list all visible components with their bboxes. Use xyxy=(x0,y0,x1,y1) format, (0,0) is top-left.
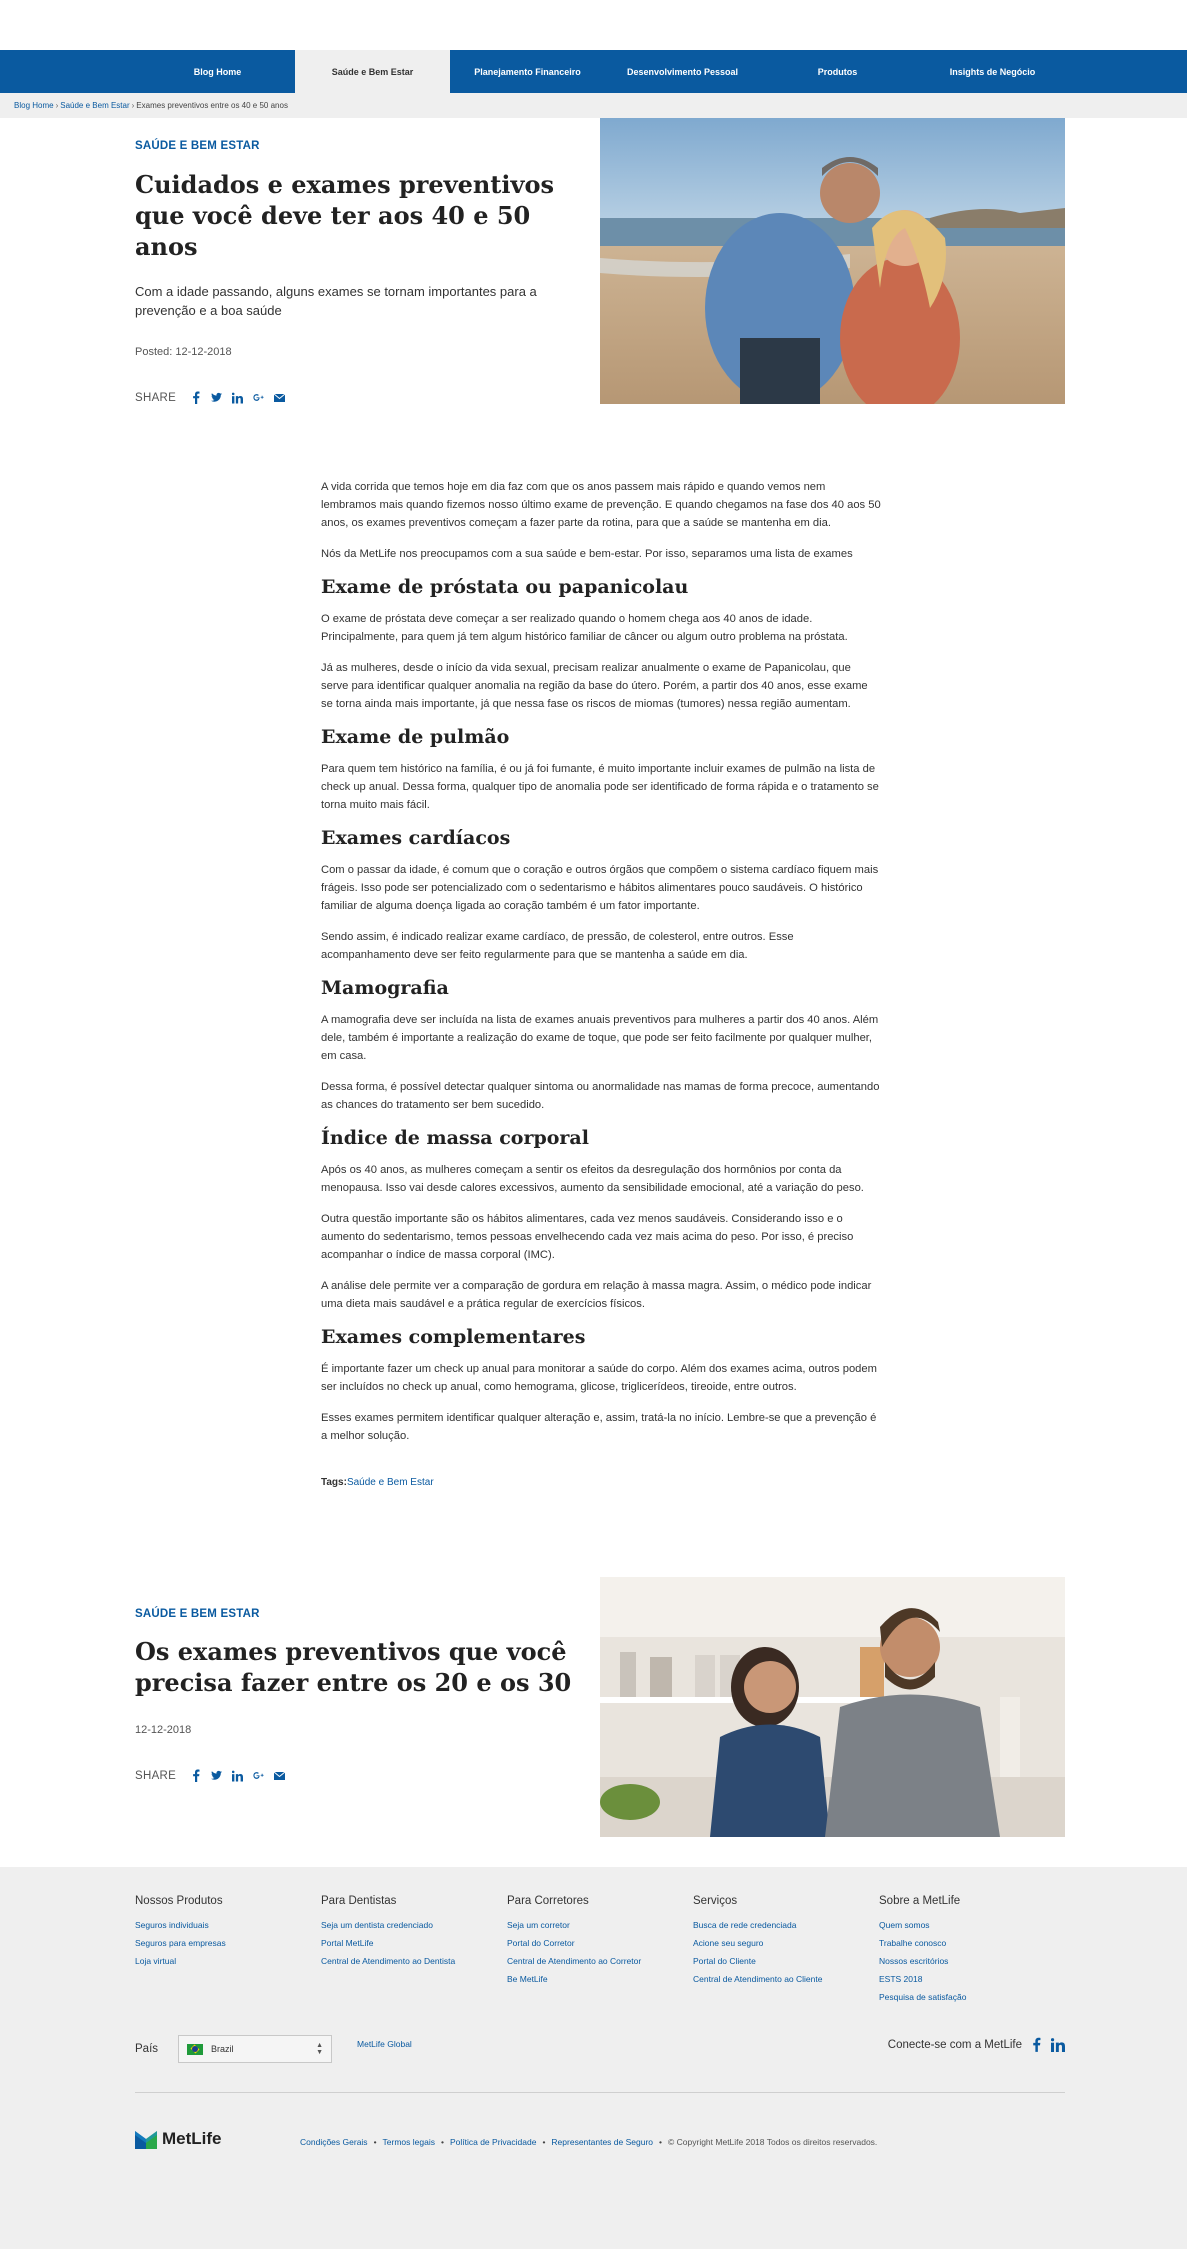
metlife-logo-icon xyxy=(135,2129,157,2149)
nav-insights-negocio[interactable]: Insights de Negócio xyxy=(949,66,1036,77)
article-paragraph: O exame de próstata deve começar a ser realizado quando o homem chega aos 40 anos de idade. Principalmente, para quem já tem algum histórico familiar de câncer ou algum outro problema na próstata. xyxy=(321,613,848,643)
hero-subtitle: Com a idade passando, alguns exames se tornam importantes para a prevenção e a boa saúde xyxy=(135,284,537,318)
country-select[interactable] xyxy=(178,2035,332,2063)
breadcrumb xyxy=(0,93,1187,118)
linkedin-icon[interactable] xyxy=(232,1769,243,1782)
related-category: SAÚDE E BEM ESTAR xyxy=(135,1608,260,1620)
footer-link[interactable]: Portal MetLife xyxy=(321,1938,374,1948)
nav-desenvolvimento-pessoal[interactable]: Desenvolvimento Pessoal xyxy=(626,66,739,77)
footer-column xyxy=(693,1895,879,2006)
footer-link[interactable]: Trabalhe conosco xyxy=(879,1938,947,1948)
footer-link[interactable]: Portal do Corretor xyxy=(507,1938,575,1948)
footer-link[interactable]: Central de Atendimento ao Cliente xyxy=(693,1974,823,1984)
article-paragraph: Já as mulheres, desde o início da vida sexual, precisam realizar anualmente o exame de Papanicolau, que serve para identificar qualquer anomalia na região da base do útero. Porém, a partir dos 40 anos, esse exame se torna ainda mais importante, já que nessa fase os riscos de miomas (tumores) nessa região aumentam. xyxy=(321,662,868,710)
nav-produtos[interactable]: Produtos xyxy=(817,66,858,77)
select-arrows-icon: ▲ ▼ xyxy=(316,2042,324,2056)
article-paragraph: A vida corrida que temos hoje em dia faz com que os anos passem mais rápido e quando vemos nem lembramos mais quando fizemos nosso último exame de prevenção. E quando chegamos na fase dos 40 aos 50 anos, os exames preventivos começam a fazer parte da rotina, para que a saúde se mantenha em dia. xyxy=(321,481,881,529)
related-image[interactable] xyxy=(600,1577,1065,1837)
legal-links xyxy=(300,2137,877,2147)
social-connect xyxy=(888,2037,1065,2052)
footer-link[interactable]: Acione seu seguro xyxy=(693,1938,764,1948)
related-title[interactable]: Os exames preventivos que você precisa fazer entre os 20 e os 30 xyxy=(135,1637,572,1697)
google-plus-icon[interactable] xyxy=(253,391,264,404)
article-hero xyxy=(0,118,1187,448)
google-plus-icon[interactable] xyxy=(253,1769,264,1782)
connect-label: Conecte-se com a MetLife xyxy=(887,2038,1022,2051)
footer-link[interactable]: Nossos escritórios xyxy=(879,1956,949,1966)
posted-date: Posted: 12-12-2018 xyxy=(135,346,232,358)
section-heading: Mamografia xyxy=(321,977,449,999)
nav-planejamento-financeiro[interactable]: Planejamento Financeiro xyxy=(474,66,581,77)
tags-row xyxy=(321,1477,881,1488)
section-heading: Exame de pulmão xyxy=(321,726,510,748)
section-heading: Índice de massa corporal xyxy=(321,1127,589,1149)
country-label: País xyxy=(135,2043,159,2055)
legal-separator: • xyxy=(542,2137,546,2147)
breadcrumb-separator: › xyxy=(55,101,59,110)
footer-link[interactable]: Seja um corretor xyxy=(507,1920,570,1930)
top-spacer xyxy=(0,0,1187,50)
footer-column-heading: Para Corretores xyxy=(507,1895,589,1907)
footer-link[interactable]: Loja virtual xyxy=(135,1956,177,1966)
footer-column xyxy=(321,1895,507,2006)
related-article xyxy=(0,1577,1187,1842)
legal-link-privacidade[interactable]: Política de Privacidade xyxy=(449,2137,537,2147)
page-title: Cuidados e exames preventivos que você deve ter aos 40 e 50 anos xyxy=(135,170,554,261)
article-paragraph: Outra questão importante são os hábitos alimentares, cada vez menos saudáveis. Considerando isso e o aumento do sedentarismo, temos pessoas envelhecendo cada vez mais acima do peso. Por isso, é preciso acompanhar o índice de massa corporal (IMC). xyxy=(321,1213,854,1261)
hero-image xyxy=(600,118,1065,404)
facebook-icon[interactable] xyxy=(190,391,201,404)
hero-category: SAÚDE E BEM ESTAR xyxy=(135,140,260,152)
legal-link-termos[interactable]: Termos legais xyxy=(382,2137,435,2147)
section-heading: Exames cardíacos xyxy=(321,827,511,849)
article-paragraph: A análise dele permite ver a comparação de gordura em relação à massa magra. Assim, o médico pode indicar uma dieta mais saudável e a prática regular de exercícios físicos. xyxy=(321,1280,872,1310)
linkedin-icon[interactable] xyxy=(232,391,243,404)
legal-separator: • xyxy=(659,2137,663,2147)
legal-separator: • xyxy=(440,2137,444,2147)
main-nav xyxy=(0,50,1187,93)
legal-separator: • xyxy=(373,2137,377,2147)
tag-link[interactable]: Saúde e Bem Estar xyxy=(346,1477,434,1488)
article-paragraph: A mamografia deve ser incluída na lista de exames anuais preventivos para mulheres a partir dos 40 anos. Além dele, também é importante a realização do exame de toque, que pode ser feito facilmente por qualquer mulher, em casa. xyxy=(321,1014,879,1062)
breadcrumb-separator: › xyxy=(131,101,135,110)
twitter-icon[interactable] xyxy=(211,391,222,404)
footer-link[interactable]: Seguros individuais xyxy=(135,1920,209,1930)
breadcrumb-home[interactable]: Blog Home xyxy=(14,101,54,110)
article-paragraph: É importante fazer um check up anual para monitorar a saúde do corpo. Além dos exames acima, outros podem ser incluídos no check up anual, como hemograma, glicose, triglicerídeos, tireoide, entre outros. xyxy=(321,1363,877,1393)
site-footer xyxy=(0,1867,1187,2249)
related-date: 12-12-2018 xyxy=(135,1724,192,1736)
footer-columns xyxy=(135,1895,1065,2006)
country-value: Brazil xyxy=(211,2044,234,2054)
footer-column xyxy=(507,1895,693,2006)
footer-link[interactable]: Central de Atendimento ao Dentista xyxy=(321,1956,456,1966)
footer-divider xyxy=(135,2092,1065,2093)
nav-blog-home[interactable]: Blog Home xyxy=(193,66,242,77)
article-paragraph: Com o passar da idade, é comum que o coração e outros órgãos que compõem o sistema cardíaco fiquem mais frágeis. Isso pode ser potencializado com o sedentarismo e hábitos alimentares pouco saudáveis. O histórico familiar de alguma doença ligada ao coração também é um fator importante. xyxy=(321,864,879,912)
footer-link[interactable]: ESTS 2018 xyxy=(879,1974,923,1984)
legal-link-condicoes[interactable]: Condições Gerais xyxy=(300,2137,368,2147)
share-bar xyxy=(135,391,575,404)
article-paragraph: Esses exames permitem identificar qualquer alteração e, assim, tratá-la no início. Lembre-se que a prevenção é a melhor solução. xyxy=(321,1412,877,1442)
footer-link[interactable]: Central de Atendimento ao Corretor xyxy=(507,1956,642,1966)
footer-link[interactable]: Seguros para empresas xyxy=(135,1938,226,1948)
footer-column-heading: Para Dentistas xyxy=(321,1895,397,1907)
twitter-icon[interactable] xyxy=(211,1769,222,1782)
footer-column-heading: Nossos Produtos xyxy=(135,1895,223,1907)
metlife-logo[interactable] xyxy=(135,2129,222,2149)
footer-link[interactable]: Pesquisa de satisfação xyxy=(879,1992,967,2002)
article-paragraph: Sendo assim, é indicado realizar exame cardíaco, de pressão, de colesterol, entre outros. Esse acompanhamento deve ser feito regularmente para que se mantenha a saúde em dia. xyxy=(321,931,794,961)
logo-wordmark: MetLife xyxy=(162,2129,222,2148)
legal-link-representantes[interactable]: Representantes de Seguro xyxy=(551,2137,654,2147)
article-paragraph: Dessa forma, é possível detectar qualquer sintoma ou anormalidade nas mamas de forma precoce, aumentando as chances do tratamento ser bem sucedido. xyxy=(321,1081,880,1111)
article-body xyxy=(321,478,881,1488)
country-selector-row xyxy=(135,2035,412,2063)
footer-column-heading: Sobre a MetLife xyxy=(879,1895,961,1907)
footer-link[interactable]: Busca de rede credenciada xyxy=(693,1920,797,1930)
email-icon[interactable] xyxy=(274,391,285,404)
nav-saude-bem-estar[interactable]: Saúde e Bem Estar xyxy=(295,50,450,93)
copyright-text: © Copyright MetLife 2018 Todos os direitos reservados. xyxy=(668,2137,878,2147)
footer-column-heading: Serviços xyxy=(693,1895,738,1907)
footer-link[interactable]: Seja um dentista credenciado xyxy=(321,1920,433,1930)
breadcrumb-current: Exames preventivos entre os 40 e 50 anos xyxy=(136,101,288,110)
share-bar xyxy=(135,1769,575,1782)
breadcrumb-section[interactable]: Saúde e Bem Estar xyxy=(60,101,130,110)
article-paragraph: Para quem tem histórico na família, é ou já foi fumante, é muito importante incluir exames de pulmão na lista de check up anual. Dessa forma, qualquer tipo de anomalia pode ser identificado de forma rápida e o tratamento se torna muito mais fácil. xyxy=(321,763,879,811)
tags-label: Tags: xyxy=(321,1477,347,1488)
footer-column xyxy=(879,1895,1065,2006)
facebook-icon[interactable] xyxy=(190,1769,201,1782)
footer-link[interactable]: Portal do Cliente xyxy=(693,1956,756,1966)
facebook-icon[interactable] xyxy=(1032,2037,1041,2052)
article-paragraph: Nós da MetLife nos preocupamos com a sua saúde e bem-estar. Por isso, separamos uma lista de exames xyxy=(321,548,853,560)
footer-link[interactable]: Be MetLife xyxy=(507,1974,548,1984)
section-heading: Exames complementares xyxy=(321,1326,586,1348)
article-paragraph: Após os 40 anos, as mulheres começam a sentir os efeitos da desregulação dos hormônios por conta da menopausa. Isso vai desde calores excessivos, aumento da sensibilidade emocional, até a variação do peso. xyxy=(321,1164,864,1194)
footer-link[interactable]: Quem somos xyxy=(879,1920,930,1930)
email-icon[interactable] xyxy=(274,1769,285,1782)
footer-column xyxy=(135,1895,321,2006)
section-heading: Exame de próstata ou papanicolau xyxy=(321,576,689,598)
brazil-flag-icon xyxy=(187,2044,203,2055)
metlife-global-link[interactable]: MetLife Global xyxy=(357,2039,412,2049)
share-label: SHARE xyxy=(135,391,177,404)
share-label: SHARE xyxy=(135,1769,177,1782)
linkedin-icon[interactable] xyxy=(1051,2038,1065,2052)
